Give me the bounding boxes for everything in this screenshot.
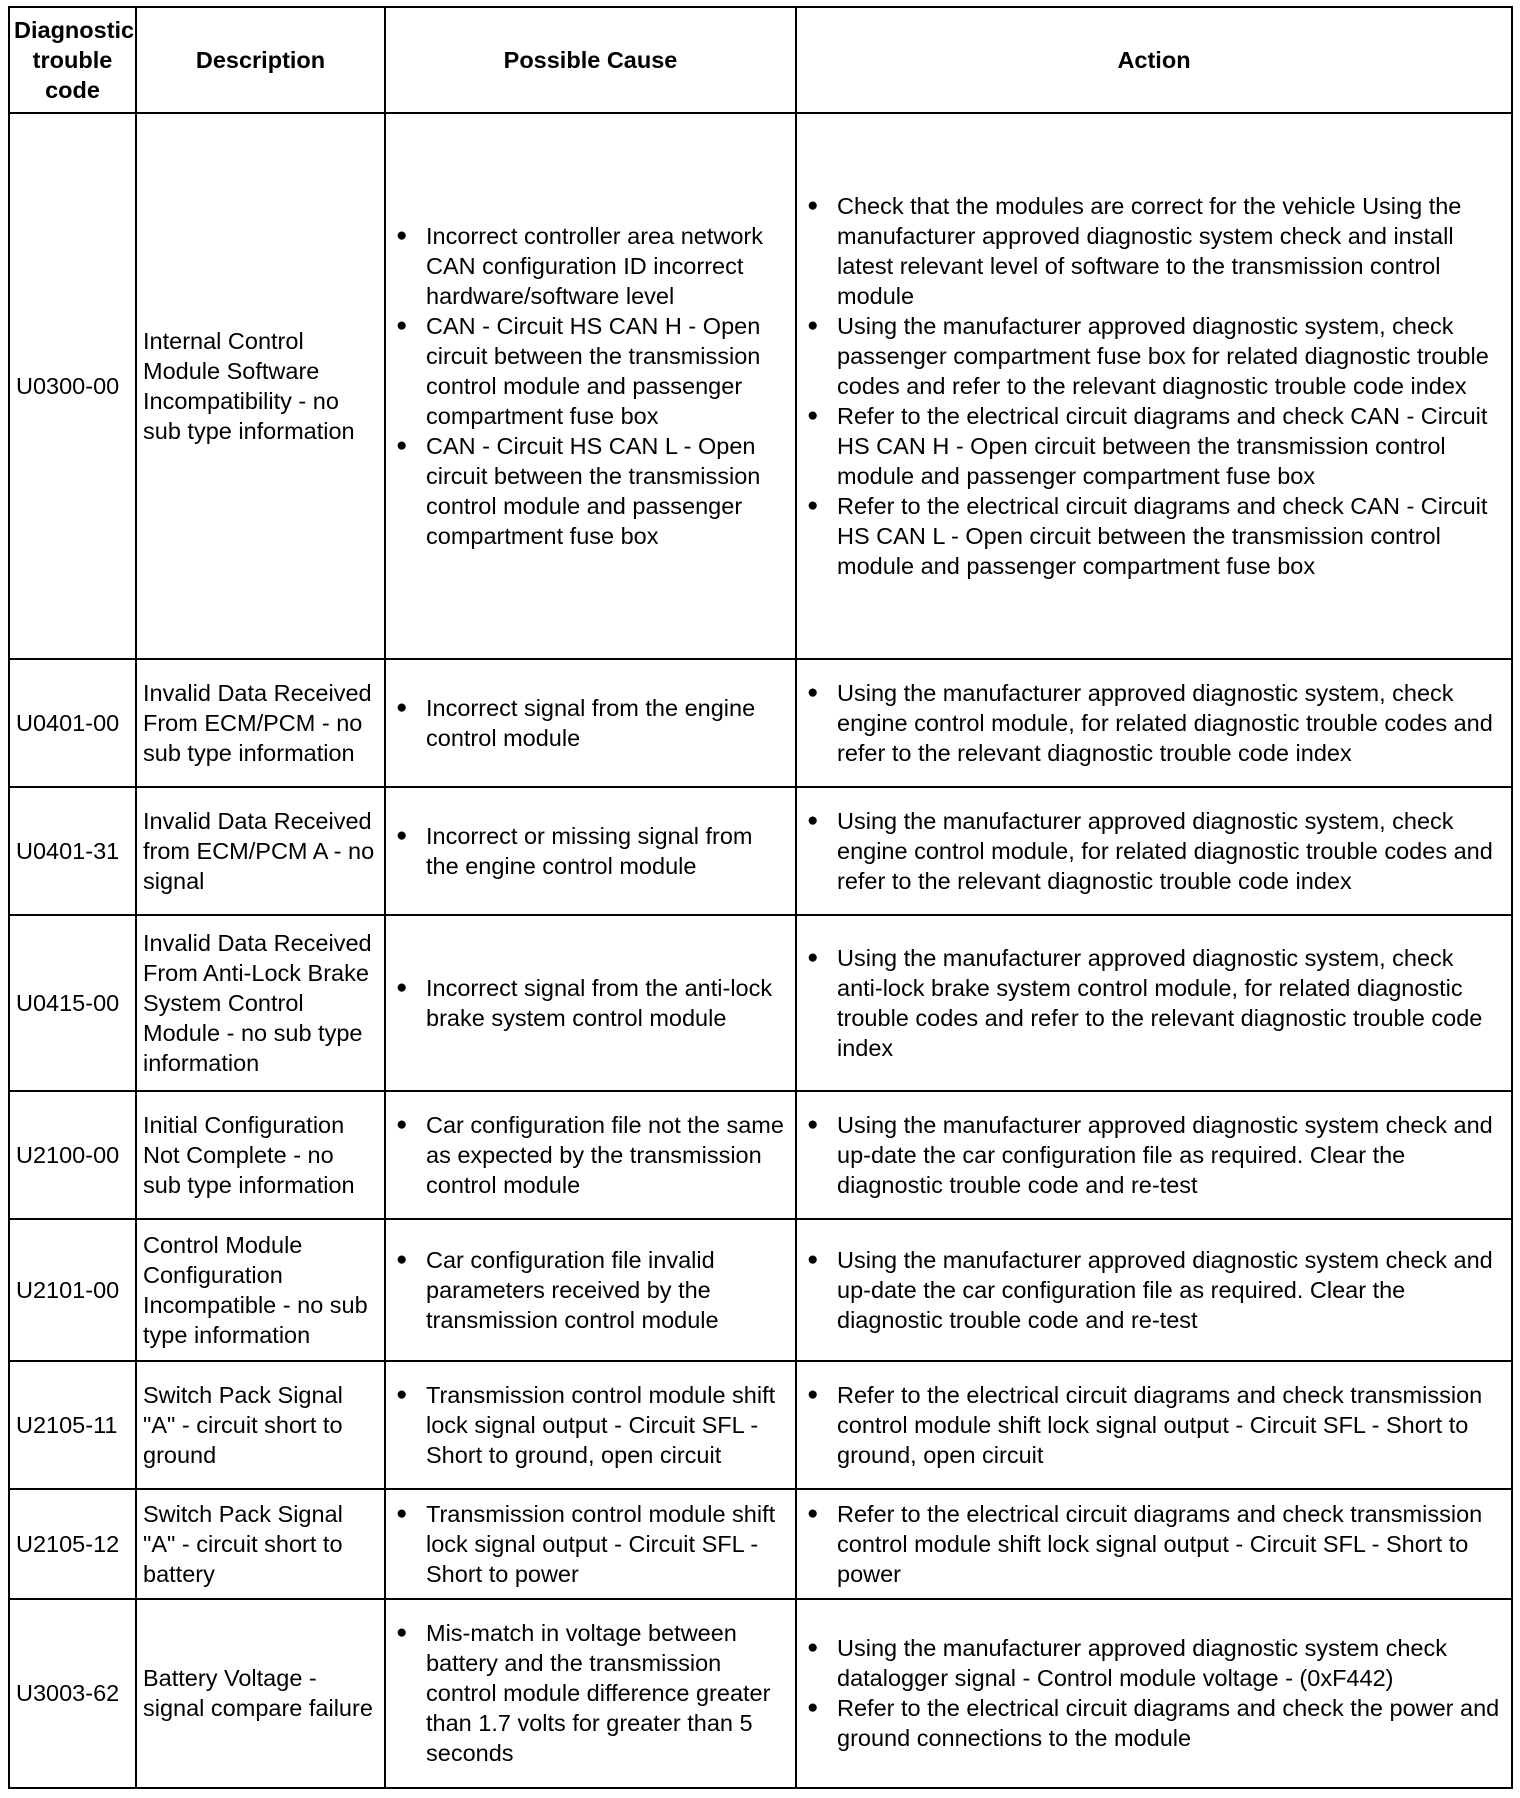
header-row	[9, 7, 1512, 113]
possible-cause-list	[392, 693, 789, 753]
header-cause: Possible Cause	[385, 7, 796, 113]
possible-cause-cell	[385, 1091, 796, 1219]
table-row	[9, 1219, 1512, 1362]
possible-cause-cell	[385, 915, 796, 1091]
action-list	[803, 191, 1505, 581]
action-list	[803, 1110, 1505, 1200]
action-list	[803, 1380, 1505, 1470]
possible-cause-item: ● Incorrect signal from the anti-lock brake system control module	[392, 973, 789, 1033]
table-row	[9, 113, 1512, 659]
action-cell	[796, 1489, 1512, 1598]
possible-cause-cell	[385, 1219, 796, 1362]
dtc-code: U0300-00	[9, 113, 136, 659]
possible-cause-list	[392, 1110, 789, 1200]
possible-cause-item: ● Transmission control module shift lock signal output - Circuit SFL - Short to ground, open circuit	[392, 1380, 789, 1470]
dtc-code: U0401-00	[9, 659, 136, 787]
action-item: ● Using the manufacturer approved diagnostic system, check engine control module, for related diagnostic trouble codes and refer to the relevant diagnostic trouble code index	[803, 806, 1505, 896]
dtc-code: U0415-00	[9, 915, 136, 1091]
action-list	[803, 943, 1505, 1063]
action-item: ● Refer to the electrical circuit diagrams and check transmission control module shift lock signal output - Circuit SFL - Short to ground, open circuit	[803, 1380, 1505, 1470]
action-list	[803, 1633, 1505, 1753]
possible-cause-item: ● Incorrect or missing signal from the engine control module	[392, 821, 789, 881]
possible-cause-item: ● CAN - Circuit HS CAN H - Open circuit between the transmission control module and passenger compartment fuse box	[392, 311, 789, 431]
table-row	[9, 1489, 1512, 1598]
action-item: ● Using the manufacturer approved diagnostic system check and up-date the car configuration file as required. Clear the diagnostic trouble code and re-test	[803, 1245, 1505, 1335]
action-item: ● Refer to the electrical circuit diagrams and check transmission control module shift lock signal output - Circuit SFL - Short to power	[803, 1499, 1505, 1589]
dtc-description: Switch Pack Signal "A" - circuit short to battery	[136, 1489, 385, 1598]
action-cell	[796, 1599, 1512, 1788]
action-list	[803, 1245, 1505, 1335]
action-item: ● Using the manufacturer approved diagnostic system check datalogger signal - Control module voltage - (0xF442)	[803, 1633, 1505, 1693]
dtc-code: U2101-00	[9, 1219, 136, 1362]
action-item: ● Refer to the electrical circuit diagrams and check CAN - Circuit HS CAN H - Open circuit between the transmission control module and passenger compartment fuse box	[803, 401, 1505, 491]
possible-cause-list	[392, 221, 789, 551]
action-cell	[796, 1361, 1512, 1489]
dtc-description: Switch Pack Signal "A" - circuit short to ground	[136, 1361, 385, 1489]
action-item: ● Using the manufacturer approved diagnostic system, check engine control module, for related diagnostic trouble codes and refer to the relevant diagnostic trouble code index	[803, 678, 1505, 768]
dtc-description: Initial Configuration Not Complete - no sub type information	[136, 1091, 385, 1219]
action-list	[803, 806, 1505, 896]
possible-cause-item: ● Car configuration file invalid parameters received by the transmission control module	[392, 1245, 789, 1335]
table-row	[9, 659, 1512, 787]
dtc-description: Battery Voltage - signal compare failure	[136, 1599, 385, 1788]
table-row	[9, 1361, 1512, 1489]
possible-cause-item: ● Car configuration file not the same as expected by the transmission control module	[392, 1110, 789, 1200]
dtc-code: U2100-00	[9, 1091, 136, 1219]
possible-cause-item: ● Mis-match in voltage between battery and the transmission control module difference greater than 1.7 volts for greater than 5 seconds	[392, 1618, 789, 1768]
dtc-description: Invalid Data Received from ECM/PCM A - no signal	[136, 787, 385, 915]
action-list	[803, 1499, 1505, 1589]
action-item: ● Using the manufacturer approved diagnostic system, check anti-lock brake system control module, for related diagnostic trouble codes and refer to the relevant diagnostic trouble code index	[803, 943, 1505, 1063]
header-description: Description	[136, 7, 385, 113]
dtc-description: Invalid Data Received From Anti-Lock Brake System Control Module - no sub type information	[136, 915, 385, 1091]
action-item: ● Refer to the electrical circuit diagrams and check the power and ground connections to the module	[803, 1693, 1505, 1753]
action-item: ● Check that the modules are correct for the vehicle Using the manufacturer approved diagnostic system check and install latest relevant level of software to the transmission control module	[803, 191, 1505, 311]
possible-cause-list	[392, 1618, 789, 1768]
header-action: Action	[796, 7, 1512, 113]
possible-cause-list	[392, 1499, 789, 1589]
table-row	[9, 1599, 1512, 1788]
dtc-code: U3003-62	[9, 1599, 136, 1788]
possible-cause-item: ● Incorrect controller area network CAN configuration ID incorrect hardware/software level	[392, 221, 789, 311]
action-item: ● Using the manufacturer approved diagnostic system, check passenger compartment fuse box for related diagnostic trouble codes and refer to the relevant diagnostic trouble code index	[803, 311, 1505, 401]
dtc-table	[8, 6, 1513, 1789]
table-row	[9, 1091, 1512, 1219]
action-cell	[796, 113, 1512, 659]
possible-cause-cell	[385, 787, 796, 915]
action-item: ● Refer to the electrical circuit diagrams and check CAN - Circuit HS CAN L - Open circuit between the transmission control module and passenger compartment fuse box	[803, 491, 1505, 581]
table-body	[9, 113, 1512, 1788]
possible-cause-list	[392, 973, 789, 1033]
possible-cause-list	[392, 1245, 789, 1335]
action-cell	[796, 1219, 1512, 1362]
dtc-description: Control Module Configuration Incompatible - no sub type information	[136, 1219, 385, 1362]
action-cell	[796, 1091, 1512, 1219]
table-row	[9, 787, 1512, 915]
possible-cause-item: ● Transmission control module shift lock signal output - Circuit SFL - Short to power	[392, 1499, 789, 1589]
action-cell	[796, 915, 1512, 1091]
possible-cause-cell	[385, 1599, 796, 1788]
possible-cause-list	[392, 1380, 789, 1470]
header-code: Diagnostic trouble code	[9, 7, 136, 113]
dtc-code: U2105-11	[9, 1361, 136, 1489]
possible-cause-item: ● CAN - Circuit HS CAN L - Open circuit between the transmission control module and passenger compartment fuse box	[392, 431, 789, 551]
dtc-code: U0401-31	[9, 787, 136, 915]
possible-cause-item: ● Incorrect signal from the engine control module	[392, 693, 789, 753]
action-cell	[796, 787, 1512, 915]
possible-cause-cell	[385, 1361, 796, 1489]
possible-cause-cell	[385, 659, 796, 787]
possible-cause-cell	[385, 113, 796, 659]
possible-cause-list	[392, 821, 789, 881]
possible-cause-cell	[385, 1489, 796, 1598]
action-cell	[796, 659, 1512, 787]
action-list	[803, 678, 1505, 768]
table-row	[9, 915, 1512, 1091]
action-item: ● Using the manufacturer approved diagnostic system check and up-date the car configuration file as required. Clear the diagnostic trouble code and re-test	[803, 1110, 1505, 1200]
dtc-description: Invalid Data Received From ECM/PCM - no sub type information	[136, 659, 385, 787]
dtc-description: Internal Control Module Software Incompatibility - no sub type information	[136, 113, 385, 659]
dtc-code: U2105-12	[9, 1489, 136, 1598]
